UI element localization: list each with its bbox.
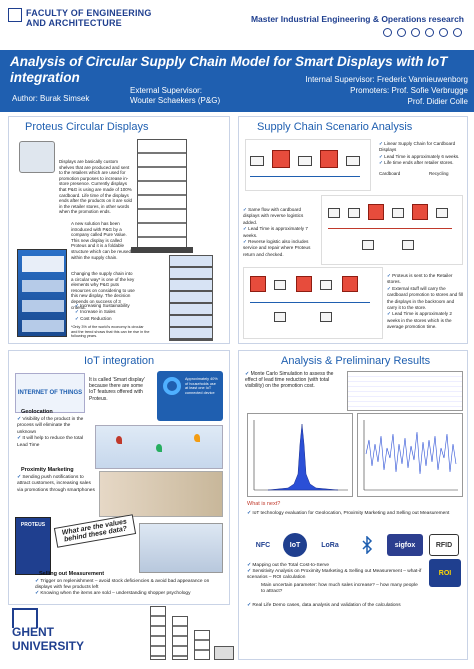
- external-name: Wouter Schaekers (P&G): [130, 96, 221, 105]
- rfid-logo: RFID: [429, 534, 459, 556]
- prox-head: Proximity Marketing: [21, 467, 74, 473]
- faculty-logo-icon: [8, 8, 22, 22]
- external-label: External Supervisor:: [130, 86, 203, 95]
- recycling-label: Recycling: [429, 171, 449, 176]
- bluetooth-icon: [361, 536, 373, 554]
- geo-item: ✓ It will help to reduce the total Lead Time: [17, 436, 89, 449]
- histogram-chart: [247, 413, 353, 497]
- next-list-1: [247, 511, 461, 517]
- flow3-note: ✓ Lead Time is approximately 2 weeks in the stores which is the average promotion time.: [387, 311, 465, 330]
- bluetooth-logo: [353, 534, 381, 556]
- promoter-2: Prof. Didier Colle: [407, 97, 468, 106]
- linear-flow-diagram: [245, 139, 371, 191]
- timeseries-svg: [358, 414, 464, 498]
- circle-icon: [383, 28, 392, 37]
- iot-panel: [8, 350, 230, 605]
- circle-icon: [453, 28, 462, 37]
- analysis-title: Analysis & Preliminary Results: [281, 355, 431, 367]
- sellout-item: ✓ Knowing when the items are sold – understanding shopper psychology: [35, 591, 227, 597]
- iot-things-image: INTERNET OF THINGS: [15, 373, 85, 413]
- geo-item: ✓ Visibility of the product in the process will eliminate the unknown: [17, 417, 89, 436]
- shelf-image: [194, 630, 210, 660]
- folded-shelf-image: [214, 646, 234, 660]
- internal-supervisors: [280, 74, 468, 107]
- external-supervisor: [130, 86, 220, 106]
- mc-list: [245, 371, 341, 390]
- proteus-para3: Changing the supply chain into a circular way* is one of the key elements why P&G puts resources on considering to use this new display. The decision depends on success of 3 criteria:: [71, 271, 135, 310]
- internal-supervisor: Internal Supervisor: Frederic Vannieuwenborg: [305, 75, 468, 84]
- decorative-icons: [383, 28, 462, 37]
- flow2-notes: [243, 207, 315, 258]
- shelf-image: [150, 606, 166, 660]
- proteus-shelf-image: [137, 139, 187, 249]
- proteus-panel: [8, 116, 230, 344]
- criteria-list: [75, 303, 145, 322]
- flow3-note: ✓ Proteus is sent to the Retailer stores.: [387, 273, 465, 286]
- cardboard-label: Cardboard: [379, 171, 401, 176]
- iot-title: IoT integration: [84, 355, 155, 367]
- proteus-flow-diagram: [243, 267, 383, 339]
- criteria-item: ✓ Increasing Sustainability: [75, 303, 145, 309]
- iot-stat-card: [157, 371, 223, 421]
- iot-stat: Approximately 40% of households use at least one IoT connected device: [185, 377, 218, 395]
- values-callout: What are the values behind these data?: [54, 514, 136, 548]
- shelf-base: [131, 247, 193, 253]
- next-list-3: [247, 603, 461, 609]
- store-image: [99, 471, 223, 517]
- flow2-note: ✓ Same flow with cardboard displays with reverse logistics added.: [243, 207, 315, 226]
- criteria-item: ✓ Increase in Sales: [75, 309, 145, 315]
- proteus-display-photo: PROTEUS: [15, 517, 51, 575]
- prox-list: [17, 475, 97, 494]
- poster-header: [0, 0, 474, 48]
- filled-shelf-image: [169, 255, 213, 341]
- flow2-note: ✓ Reverse logistic also includes service and repair where Proteus return and checked.: [243, 239, 315, 258]
- circular-flow-diagram: [321, 195, 463, 265]
- masters-program: Master Industrial Engineering & Operations research: [250, 14, 464, 24]
- flow1-note: ✓ Life time ends after retailer stores.: [379, 160, 465, 166]
- circle-icon: [411, 28, 420, 37]
- cardboard-display-image: [17, 249, 67, 337]
- prox-item: ✓ Sending push notifications to attract customers, increasing sales via promotions through smartphones: [17, 475, 97, 494]
- iot-intro: It is called 'Smart display' because there are some IoT features offered with Proteus.: [89, 377, 145, 402]
- flow2-note: ✓ Lead Time is approximately 7 weeks.: [243, 226, 315, 239]
- proteus-para2: A new solution has been introduced with P&G by a company called Pure Value. This new display is called Proteus and it is a foldable structure which can be reused within the supply chain.: [71, 221, 132, 260]
- sigfox-logo: sigfox: [387, 534, 423, 556]
- circle-icon: [439, 28, 448, 37]
- lora-logo: LoRa: [321, 541, 339, 549]
- poster-title: Analysis of Circular Supply Chain Model for Smart Displays with IoT integration: [10, 54, 448, 85]
- analysis-panel: [238, 350, 468, 660]
- nfc-logo: NFC: [255, 541, 271, 549]
- promoters: Promoters: Prof. Sofie Verbrugge: [350, 86, 468, 95]
- histogram-svg: [248, 414, 354, 498]
- iot-logo: IoT: [283, 533, 307, 557]
- results-table: [347, 371, 463, 411]
- author: Author: Burak Simsek: [12, 94, 90, 103]
- next-item: ✓ Sensitivity Analysis on Proximity Marketing & Selling out Measurement – what-if scenarios – ROI calculation: [247, 569, 427, 581]
- next-head: What is next?: [247, 501, 281, 507]
- geo-list: [17, 417, 89, 449]
- proteus-para1: Displays are basically custom shelves that are produced and sent to the retailers which are used for promotion purposes to increase in-store presence. Currently displays that P&G is using are made of 100% cardboard. Life time of the displays ends after the products on it are sold in the retailer stores, in other words when the promotion ends.: [59, 159, 133, 215]
- mc-item: ✓ Monte Carlo Simulation to assess the effect of lead time reduction (with total visibility) on the promotion cost.: [245, 371, 341, 390]
- flow1-note: ✓ Lead Time is approximately 6 weeks.: [379, 154, 465, 160]
- sellout-head: Selling out Measurement: [39, 571, 105, 577]
- display-box-image: [19, 141, 55, 173]
- flow1-notes: [379, 141, 465, 167]
- warehouse-image: [139, 523, 223, 573]
- flow3-note: ✓ External stuff will carry the cardboard promotion to stores and fill the displays in the backroom and carry it to the store.: [387, 286, 465, 312]
- next-item: ✓ Real Life Demo cases, data analysis and validation of the calculations: [247, 603, 461, 609]
- next-item: ✓ Mapping out the Total Cost-to-Serve: [247, 563, 427, 569]
- roi-question: Main uncertain parameter: how much sales increase? – how many people to attract?: [261, 583, 418, 594]
- world-map-image: [95, 425, 223, 469]
- supply-chain-panel: [238, 116, 468, 344]
- shelf-image: [172, 616, 188, 660]
- criteria-item: ✓ Cost Reduction: [75, 316, 145, 322]
- next-item: ✓ IoT technology evaluation for Geolocation, Proximity Marketing and Selling out Measurement: [247, 511, 461, 517]
- flow3-notes: [387, 273, 465, 331]
- circle-icon: [397, 28, 406, 37]
- tech-logos: [249, 531, 459, 559]
- supply-title: Supply Chain Scenario Analysis: [257, 121, 413, 133]
- sellout-list: [35, 579, 227, 596]
- geo-head: Geolocation: [21, 409, 53, 415]
- roi-logo: ROI: [429, 559, 461, 587]
- next-list-2: [247, 563, 427, 581]
- timeseries-chart: [357, 413, 463, 497]
- sellout-item: ✓ Trigger on replenishment – avoid stock deficiencies & avoid bad appearance on displays with few products left: [35, 579, 227, 591]
- proteus-footnote: *Only 3% of the world's economy is circular and the trend shows that this can be rise in the following years.: [71, 325, 150, 339]
- uni-name-2: UNIVERSITY: [12, 639, 85, 653]
- proteus-title: Proteus Circular Displays: [25, 121, 149, 133]
- faculty-name-line1: FACULTY OF ENGINEERING: [26, 8, 152, 18]
- flow1-note: ✓ Linear Supply Chain for Cardboard Displays: [379, 141, 465, 154]
- uni-name-1: GHENT: [12, 625, 54, 639]
- circle-icon: [425, 28, 434, 37]
- faculty-name-line2: AND ARCHITECTURE: [26, 18, 122, 28]
